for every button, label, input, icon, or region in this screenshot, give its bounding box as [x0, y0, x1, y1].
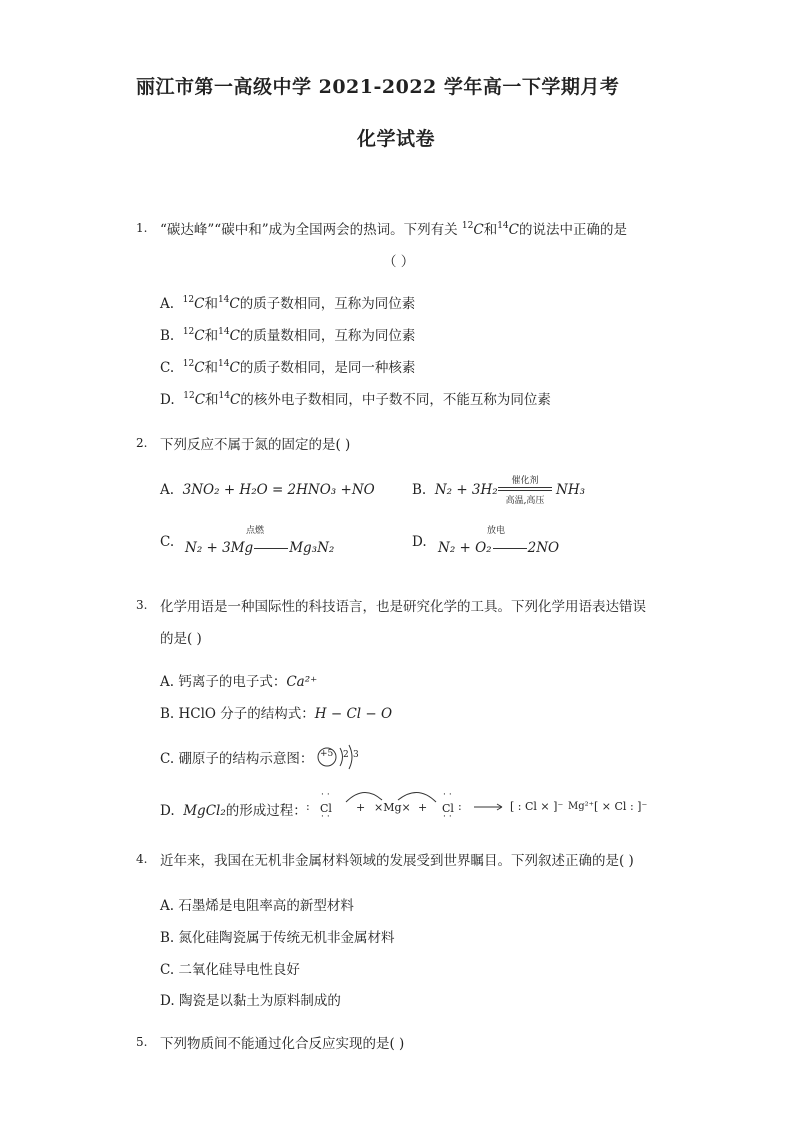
question-number: 3.: [136, 598, 148, 612]
chlorine-atom: Cl: [320, 802, 332, 815]
reaction-arrow: [498, 490, 552, 491]
colon-dots: :: [458, 800, 462, 813]
option-a: A. 石墨烯是电阻率高的新型材料: [160, 898, 354, 914]
option-d-eq: N₂ + O₂ 2NO: [438, 540, 560, 556]
magnesium-atom: ×Mg×: [374, 801, 411, 814]
option-c: C. 硼原子的结构示意图：: [160, 751, 314, 767]
chloride-ion: [ : Cl × ]⁻: [510, 800, 564, 813]
nucleus-charge: +5: [320, 749, 334, 759]
electron-dots: ··: [321, 790, 333, 800]
boron-atom-diagram: [316, 742, 364, 772]
product: NH₃: [556, 482, 585, 498]
electron-dots: ··: [443, 790, 455, 800]
question-4-stem: 近年来，我国在无机非金属材料领域的发展受到世界瞩目。下列叙述正确的是( ): [160, 853, 634, 869]
question-3-stem-cont: 的是( ): [160, 631, 202, 647]
question-2-stem: 下列反应不属于氮的固定的是( ): [160, 437, 351, 453]
question-number: 1.: [136, 221, 148, 235]
option-b: B. N₂ + 3H₂: [412, 482, 498, 498]
colon-dots: :: [306, 800, 310, 813]
option-c-eq: N₂ + 3Mg Mg₃N₂: [185, 540, 335, 556]
option-c: C. 二氧化硅导电性良好: [160, 962, 300, 978]
chloride-ion: [ × Cl : ]⁻: [594, 800, 648, 813]
option-b: B. 氮化硅陶瓷属于传统无机非金属材料: [160, 930, 395, 946]
option-d-label: D.: [412, 534, 427, 550]
shell-electrons: 3: [353, 750, 359, 760]
option-d: D. 陶瓷是以黏土为原料制成的: [160, 993, 341, 1009]
question-number: 2.: [136, 436, 148, 450]
option-b: B. HClO 分子的结构式：H − Cl − O: [160, 706, 393, 722]
reaction-arrow: [254, 548, 288, 549]
electron-dots: ··: [321, 812, 333, 822]
option-d: D. $^{12}$C和$^{14}$C的核外电子数相同，中子数不同，不能互称为同位素: [160, 391, 551, 408]
question-3-stem: 化学用语是一种国际性的科技语言，也是研究化学的工具。下列化学用语表达错误: [160, 599, 646, 615]
option-a: A. 钙离子的电子式：Ca²⁺: [160, 674, 318, 690]
reaction-arrow: [493, 548, 527, 549]
option-c: C. $^{12}$C和$^{14}$C的质子数相同，是同一种核素: [160, 359, 416, 376]
option-b: B. $^{12}$C和$^{14}$C的质量数相同，互称为同位素: [160, 327, 416, 344]
question-5-stem: 下列物质间不能通过化合反应实现的是( ): [160, 1036, 405, 1052]
option-c-label: C.: [160, 534, 175, 550]
question-1-stem: “碳达峰”“碳中和”成为全国两会的热词。下列有关 $^{12}$C和$^{14}$C的说法中正确的是: [160, 221, 627, 238]
reaction-arrow: [498, 487, 552, 488]
plus-sign: +: [356, 801, 366, 814]
electron-dots: ··: [443, 812, 455, 822]
reaction-condition: 点燃: [246, 526, 265, 536]
option-d: D. MgCl₂的形成过程：: [160, 803, 307, 819]
exam-subtitle: 化学试卷: [357, 128, 436, 150]
question-number: 4.: [136, 852, 148, 866]
shell-electrons: 2: [343, 750, 349, 760]
chlorine-atom: Cl: [442, 802, 454, 815]
magnesium-ion: Mg²⁺: [568, 801, 594, 812]
reaction-condition: 催化剂 高温,高压: [498, 473, 552, 506]
option-a: A. $^{12}$C和$^{14}$C的质子数相同，互称为同位素: [160, 295, 416, 312]
electron-formation-diagram: [306, 780, 646, 822]
question-number: 5.: [136, 1035, 148, 1049]
reaction-condition: 放电: [487, 526, 506, 536]
answer-paren: （ ）: [383, 254, 415, 270]
exam-title: 丽江市第一高级中学 2021-2022 学年高一下学期月考: [136, 76, 620, 98]
plus-sign: +: [418, 801, 428, 814]
option-a: A. 3NO₂ + H₂O = 2HNO₃ +NO: [160, 482, 375, 498]
